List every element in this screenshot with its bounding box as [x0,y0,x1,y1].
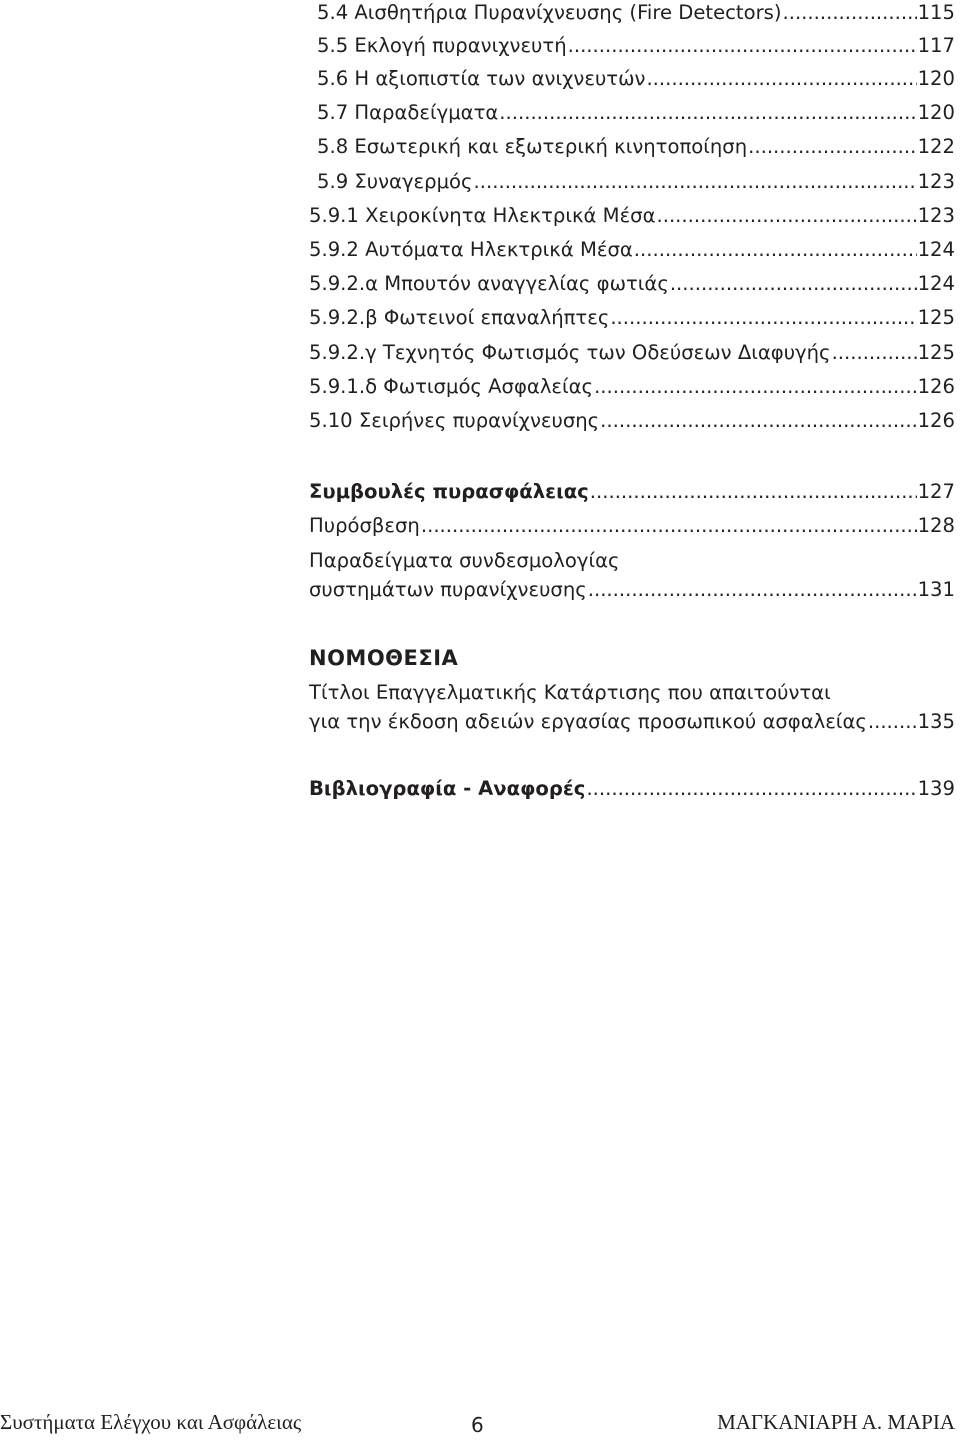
leader-dots [588,573,917,607]
leader-dots [748,130,916,164]
toc-entry-title: 5.6 Η αξιοπιστία των ανιχνευτών [317,67,646,90]
toc-entry[interactable] [309,336,955,370]
toc-entry[interactable] [309,267,955,301]
toc-entry-page: 115 [917,1,955,24]
toc-entry-title: 5.5 Εκλογή πυρανιχνευτή [317,34,567,57]
toc-entry-title: 5.9.2.γ Τεχνητός Φωτισμός των Οδεύσεων Διαφυγής [309,341,831,364]
toc-entry-title: 5.9.2.α Μπουτόν αναγγελίας φωτιάς [309,272,669,295]
toc-entry-title: συστημάτων πυρανίχνευσης [309,578,587,601]
toc-entry-title: 5.9 Συναγερμός [317,170,473,193]
toc-entry-extinguishing[interactable] [309,509,955,543]
toc-entry-page: 139 [917,777,955,800]
toc-entry-title: 5.8 Εσωτερική και εξωτερική κινητοποίηση [317,135,748,158]
footer-book-title: Συστήματα Ελέγχου και Ασφάλειας [0,1410,302,1434]
toc-entry-title: 5.7 Παραδείγματα [317,101,499,124]
leader-dots [600,404,916,438]
toc-entry-title: Πυρόσβεση [309,514,420,537]
toc-entry-page: 126 [917,375,955,398]
toc-entry[interactable] [309,301,955,335]
toc-entry-title: Βιβλιογραφία - Αναφορές [309,777,586,800]
leader-dots [421,509,917,543]
toc-entry[interactable] [309,404,955,438]
toc-entry-page: 131 [917,578,955,601]
section-heading-legislation: ΝΟΜΟΘΕΣΙΑ [309,646,459,670]
toc-entry[interactable] [309,370,955,404]
footer-page-number: 6 [471,1413,484,1437]
toc-entry[interactable] [317,29,955,63]
toc-entry-fire-safety-advice[interactable] [309,475,955,509]
toc-entry-page: 123 [917,170,955,193]
toc-entry-professional-titles[interactable] [309,705,955,739]
toc-entry-page: 123 [917,204,955,227]
leader-dots [634,233,917,267]
toc-entry-title: 5.9.2.β Φωτεινοί επαναλήπτες [309,306,610,329]
toc-entry-page: 124 [917,238,955,261]
toc-entry-bibliography[interactable] [309,772,955,806]
toc-entry-page: 135 [917,710,955,733]
toc-entry-title: 5.9.1.δ Φωτισμός Ασφαλείας [309,375,594,398]
toc-entry[interactable] [317,96,955,130]
toc-entry[interactable] [309,199,955,233]
toc-entry-page: 122 [917,135,955,158]
leader-dots [670,267,917,301]
toc-entry-page: 120 [917,67,955,90]
toc-entry-examples-line1: Παραδείγματα συνδεσμολογίας [309,549,620,572]
toc-entry[interactable] [317,0,955,30]
leader-dots [832,336,917,370]
leader-dots [657,199,917,233]
toc-entry-title: 5.10 Σειρήνες πυρανίχνευσης [309,409,600,432]
toc-entry-page: 128 [917,514,955,537]
leader-dots [590,475,917,509]
toc-entry[interactable] [309,233,955,267]
leader-dots [568,29,917,63]
leader-dots [646,62,916,96]
leader-dots [594,370,917,404]
toc-entry-wiring-examples[interactable] [309,573,955,607]
toc-entry-page: 125 [917,341,955,364]
leader-dots [586,772,916,806]
toc-entry-titles-line1: Τίτλοι Επαγγελματικής Κατάρτισης που απαιτούνται [309,681,831,704]
toc-entry-title: 5.4 Αισθητήρια Πυρανίχνευσης (Fire Detectors) [317,1,782,24]
toc-entry-title: για την έκδοση αδειών εργασίας προσωπικού ασφαλείας [309,710,867,733]
toc-entry-title: 5.9.2 Αυτόματα Ηλεκτρικά Μέσα [309,238,633,261]
toc-entry-page: 124 [917,272,955,295]
leader-dots [783,0,917,30]
toc-entry-title: 5.9.1 Χειροκίνητα Ηλεκτρικά Μέσα [309,204,656,227]
leader-dots [868,705,917,739]
toc-entry-page: 117 [917,34,955,57]
toc-entry-page: 120 [917,101,955,124]
toc-entry[interactable] [317,165,955,199]
toc-entry-title: Συμβουλές πυρασφάλειας [309,480,589,503]
toc-entry[interactable] [317,62,955,96]
footer-author: ΜΑΓΚΑΝΙΑΡΗ Α. ΜΑΡΙΑ [717,1410,955,1434]
toc-entry-page: 127 [917,480,955,503]
leader-dots [474,165,917,199]
toc-entry-page: 125 [917,306,955,329]
toc-entry[interactable] [317,130,955,164]
leader-dots [610,301,916,335]
toc-entry-page: 126 [917,409,955,432]
leader-dots [499,96,916,130]
